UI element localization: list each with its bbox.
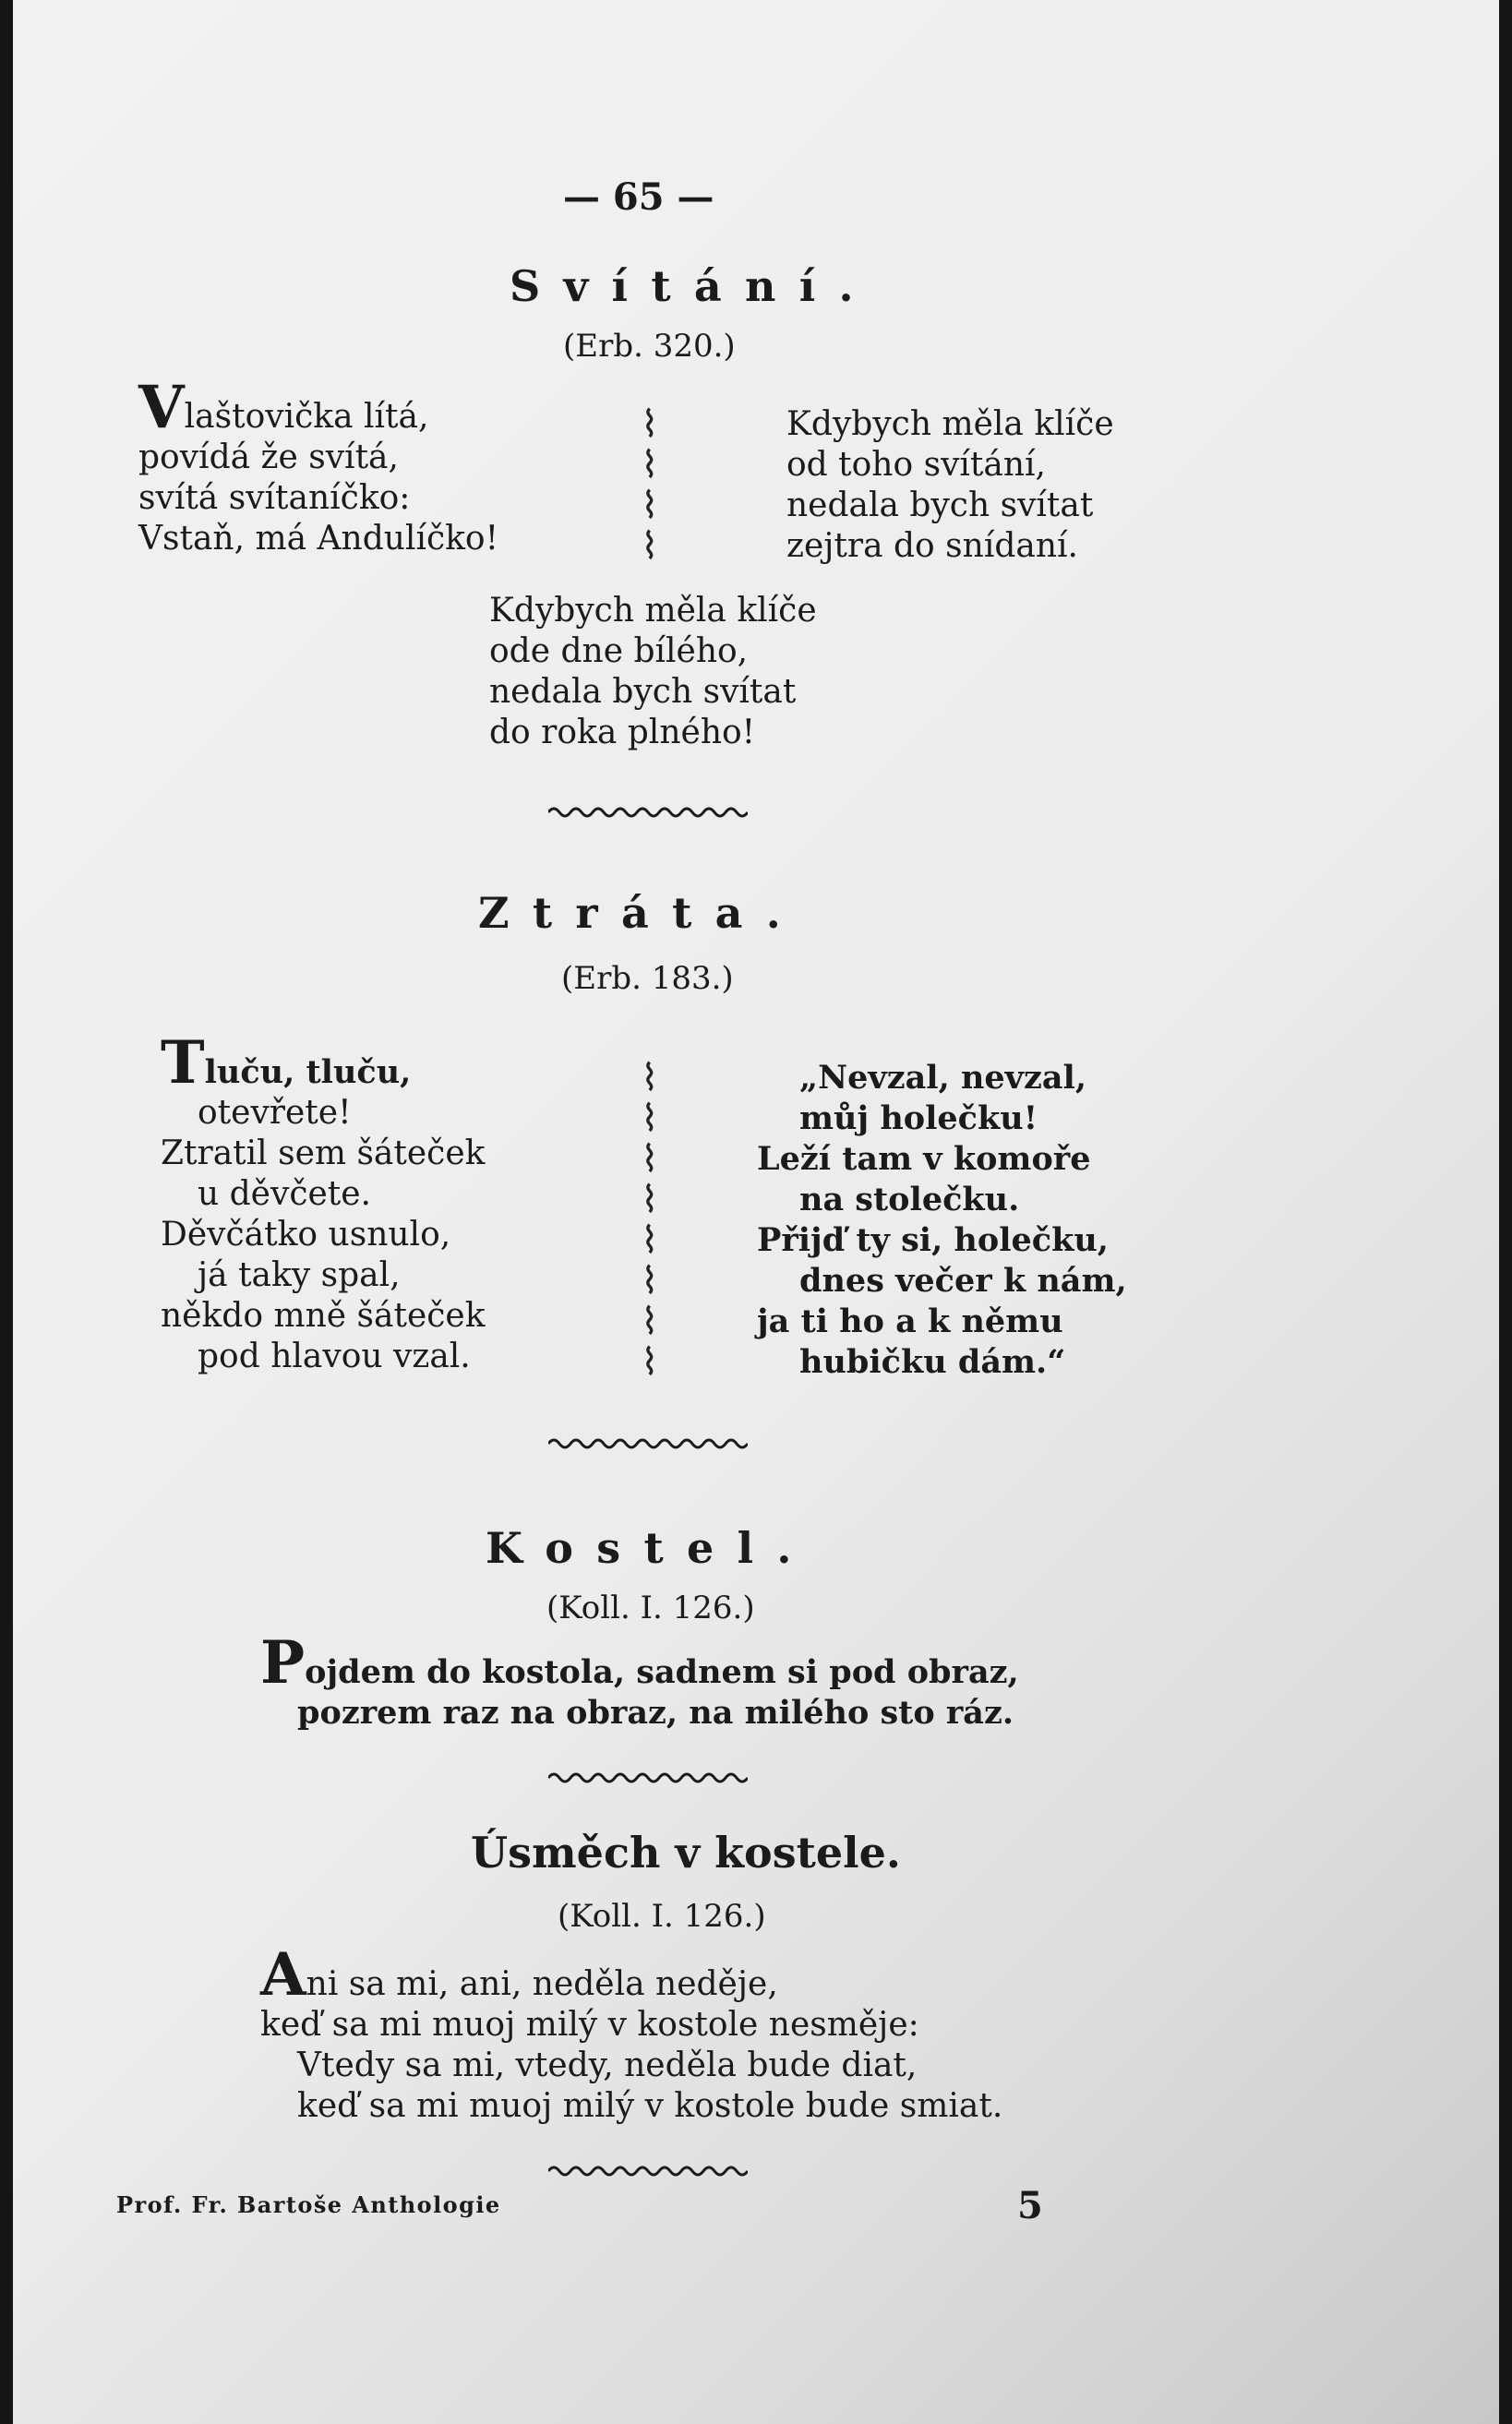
- dropcap-p: P: [260, 1628, 306, 1698]
- verse-line: otevřete!: [198, 1094, 352, 1132]
- poem-ref-kostel: (Koll. I. 126.): [546, 1590, 755, 1626]
- verse-line: Ztratil sem šáteček: [161, 1134, 486, 1172]
- verse-line: Přijď ty si, holečku,: [757, 1221, 1109, 1259]
- verse-line: nedala bych svítat: [489, 673, 797, 711]
- verse-line: ode dne bílého,: [489, 632, 749, 670]
- stanza-ztrata-right: [757, 1058, 1127, 1383]
- verse-line: Kdybych měla klíče: [786, 405, 1114, 443]
- dropcap-t: T: [161, 1028, 205, 1098]
- verse-line: hubičku dám.“: [799, 1343, 1066, 1381]
- verse-line: do roka plného!: [489, 714, 756, 751]
- verse-line: můj holečku!: [799, 1099, 1038, 1137]
- page-number: — 65 —: [563, 175, 714, 219]
- verse-line: Děvčátko usnulo,: [161, 1216, 451, 1254]
- brace-separator: ⌇ ⌇ ⌇ ⌇: [641, 403, 659, 568]
- stanza-usmech: [260, 1940, 1003, 2127]
- stanza-svitani-center: [489, 591, 817, 753]
- ornament-divider: [548, 805, 748, 820]
- signature-mark: 5: [1017, 2184, 1043, 2227]
- stanza-svitani-right: [786, 404, 1114, 567]
- verse-line: Leží tam v komoře: [757, 1140, 1091, 1178]
- ornament-divider: [548, 2164, 748, 2178]
- verse-line: dnes večer k nám,: [799, 1262, 1127, 1300]
- verse-line: u děvčete.: [198, 1175, 371, 1213]
- poem-ref-ztrata: (Erb. 183.): [561, 960, 734, 997]
- verse-line: Kdybych měla klíče: [489, 592, 817, 630]
- poem-title-ztrata: Ztráta.: [478, 888, 805, 938]
- dropcap-v: V: [138, 373, 185, 442]
- poem-title-svitani: Svítání.: [510, 261, 877, 311]
- verse-line: ni sa mi, ani, neděla neděje,: [306, 1965, 778, 2003]
- verse-line: „Nevzal, nevzal,: [799, 1059, 1087, 1097]
- verse-line: já taky spal,: [198, 1256, 401, 1294]
- ornament-divider: [548, 1436, 748, 1451]
- verse-line: nedala bych svítat: [786, 486, 1094, 524]
- stanza-svitani-left: [138, 373, 499, 559]
- verse-line: svítá svítaníčko:: [138, 479, 411, 517]
- stanza-ztrata-left: [161, 1028, 486, 1377]
- poem-title-usmech: Úsměch v kostele.: [471, 1828, 901, 1878]
- verse-line: pod hlavou vzal.: [198, 1338, 471, 1375]
- verse-line: od toho svítání,: [786, 446, 1047, 484]
- book-page: [13, 0, 1499, 2424]
- footer-anthology: Prof. Fr. Bartoše Anthologie: [116, 2191, 501, 2218]
- brace-separator: ⌇ ⌇ ⌇ ⌇ ⌇ ⌇ ⌇ ⌇: [641, 1057, 659, 1384]
- verse-line: keď sa mi muoj milý v kostole bude smiat.: [297, 2087, 1003, 2125]
- ornament-divider: [548, 1770, 748, 1785]
- verse-line: někdo mně šáteček: [161, 1297, 486, 1335]
- verse-line: povídá že svítá,: [138, 438, 399, 476]
- verse-line: luču, tluču,: [204, 1053, 412, 1091]
- verse-line: na stolečku.: [799, 1181, 1020, 1218]
- verse-line: pozrem raz na obraz, na milého sto ráz.: [297, 1694, 1014, 1732]
- poem-title-kostel: Kostel.: [486, 1523, 815, 1573]
- poem-ref-svitani: (Erb. 320.): [563, 328, 736, 365]
- verse-line: Vstaň, má Andulíčko!: [138, 520, 499, 558]
- verse-line: ojdem do kostola, sadnem si pod obraz,: [305, 1653, 1019, 1691]
- stanza-kostel: [260, 1628, 1019, 1734]
- verse-line: zejtra do snídaní.: [786, 527, 1079, 565]
- verse-line: ja ti ho a k němu: [757, 1302, 1063, 1340]
- verse-line: laštovička lítá,: [184, 398, 429, 436]
- verse-line: keď sa mi muoj milý v kostole nesměje:: [260, 2006, 919, 2044]
- verse-line: Vtedy sa mi, vtedy, neděla bude diat,: [297, 2046, 918, 2084]
- poem-ref-usmech: (Koll. I. 126.): [558, 1898, 766, 1935]
- dropcap-a: A: [260, 1940, 306, 2010]
